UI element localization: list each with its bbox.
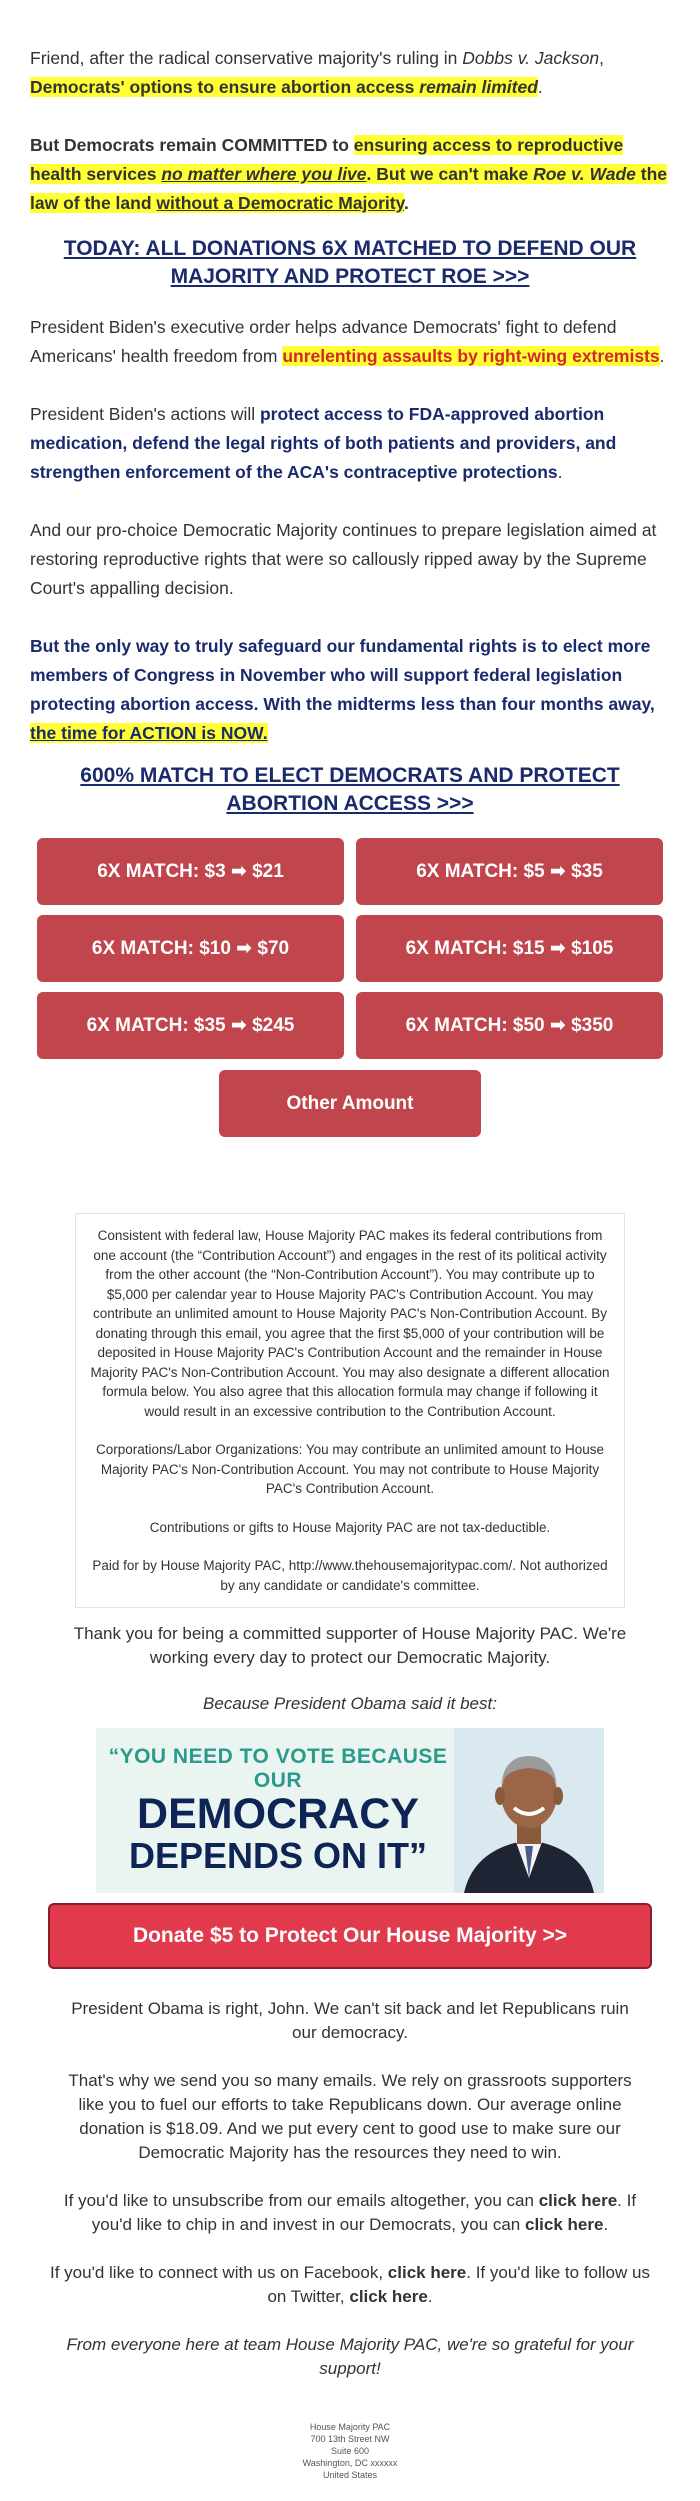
- legal-paragraph: Consistent with federal law, House Majority PAC makes its federal contributions from one account (the “Contribution Account”) and engages in the rest of its political activity from the other account (the “Non-Contribution Account”). You may contribute up to $5,000 per calendar year to House Majority PAC's Contribution Account. You may contribute an unlimited amount to House Majority PAC's Non-Contribution Account. By donating through this email, you agree that the first $5,000 of your contribution will be deposited in House Majority PAC's Contribution Account and the remainder in House Majority PAC's Non-Contribution Account. You may also designate a different allocation formula below. You also agree that this allocation formula may change if following it would result in an excessive contribution to the Contribution Account.: [90, 1228, 610, 1419]
- headline-link-today[interactable]: TODAY: ALL DONATIONS 6X MATCHED TO DEFEND OUR MAJORITY AND PROTECT ROE >>>: [63, 237, 637, 288]
- obama-photo: [454, 1728, 604, 1893]
- facebook-link[interactable]: click here: [387, 2263, 467, 2282]
- donate-35-button[interactable]: 6X MATCH: $35 ➡ $245: [37, 992, 344, 1059]
- body-paragraph-3: President Biden's executive order helps advance Democrats' fight to defend Americans' health freedom from unrelenting assaults by right-wing extremists.: [30, 317, 665, 366]
- thanks-text: Thank you for being a committed supporter of House Majority PAC. We're working every day to protect our Democratic Majority.: [73, 1624, 627, 1667]
- legal-paragraph: Contributions or gifts to House Majority PAC are not tax-deductible.: [149, 1519, 551, 1535]
- banner-line-2: DEMOCRACY: [137, 1789, 419, 1838]
- closing-paragraph-2: That's why we send you so many emails. We rely on grassroots supporters like you to fuel our efforts to take Republicans down. Our average online donation is $18.09. And we put every cent to good use to make sure our Democratic Majority has the resources they need to win.: [68, 2071, 632, 2162]
- headline-link-match[interactable]: 600% MATCH TO ELECT DEMOCRATS AND PROTECT ABORTION ACCESS >>>: [80, 764, 620, 815]
- body-paragraph-4: President Biden's actions will protect access to FDA-approved abortion medication, defend the legal rights of both patients and providers, and strengthen enforcement of the ACA's contraceptive protections.: [30, 404, 617, 482]
- closing-paragraph-1: President Obama is right, John. We can't sit back and let Republicans ruin our democracy.: [71, 1999, 629, 2042]
- closing-paragraph-3: If you'd like to unsubscribe from our emails altogether, you can click here. If you'd like to chip in and invest in our Democrats, you can click here.: [63, 2191, 637, 2234]
- obama-intro: Because President Obama said it best:: [203, 1694, 497, 1713]
- legal-disclaimer: [75, 1213, 625, 1608]
- closing-signoff: From everyone here at team House Majority PAC, we're so grateful for your support!: [66, 2335, 634, 2378]
- unsubscribe-link[interactable]: click here: [538, 2191, 618, 2210]
- body-paragraph-6: But the only way to truly safeguard our fundamental rights is to elect more members of Congress in November who will support federal legislation protecting abortion access. With the midterms less than four months away, the time for ACTION is NOW.: [30, 636, 655, 743]
- intro-highlight-1: Democrats' options to ensure abortion access remain limited: [30, 77, 538, 97]
- intro-paragraph-1: Friend, after the radical conservative majority's ruling in Dobbs v. Jackson, Democrats' options to ensure abortion access remain limited.: [30, 48, 604, 97]
- legal-paragraph: Corporations/Labor Organizations: You may contribute an unlimited amount to House Majority PAC's Non-Contribution Account. You may not contribute to House Majority PAC's Contribution Account.: [95, 1442, 605, 1496]
- banner-line-3: DEPENDS ON IT”: [128, 1834, 428, 1876]
- banner-line-1: “YOU NEED TO VOTE BECAUSE OUR: [108, 1744, 448, 1792]
- donation-button-grid: [37, 838, 663, 1059]
- donate-15-button[interactable]: 6X MATCH: $15 ➡ $105: [356, 915, 663, 982]
- mailing-address: House Majority PAC 700 13th Street NW Suite 600 Washington, DC xxxxxx United States: [302, 2422, 398, 2480]
- intro-paragraph-2: But Democrats remain COMMITTED to ensuring access to reproductive health services no matter where you live. But we can't make Roe v. Wade the law of the land without a Democratic Majority.: [30, 135, 668, 213]
- email-body: [30, 0, 670, 2481]
- donate-5-button[interactable]: 6X MATCH: $5 ➡ $35: [356, 838, 663, 905]
- closing-paragraph-4: If you'd like to connect with us on Facebook, click here. If you'd like to follow us on Twitter, click here.: [50, 2263, 650, 2306]
- donate-50-button[interactable]: 6X MATCH: $50 ➡ $350: [356, 992, 663, 1059]
- obama-quote-banner[interactable]: [96, 1728, 604, 1893]
- body-paragraph-5: And our pro-choice Democratic Majority continues to prepare legislation aimed at restoring reproductive rights that were so callously ripped away by the Supreme Court's appalling decision.: [30, 520, 657, 598]
- donate-10-button[interactable]: 6X MATCH: $10 ➡ $70: [37, 915, 344, 982]
- other-amount-button[interactable]: Other Amount: [219, 1070, 481, 1137]
- twitter-link[interactable]: click here: [349, 2287, 428, 2306]
- donate-3-button[interactable]: 6X MATCH: $3 ➡ $21: [37, 838, 344, 905]
- intro-highlight-2: ensuring access to reproductive health services no matter where you live. But we can't make Roe v. Wade the law of the land without a Democratic Majority: [30, 135, 668, 213]
- portrait-illustration: [454, 1728, 604, 1893]
- chip-in-link[interactable]: click here: [525, 2215, 604, 2234]
- donate-5-main-button[interactable]: Donate $5 to Protect Our House Majority >>: [48, 1903, 652, 1969]
- paid-for-by: Paid for by House Majority PAC, http://www.thehousemajoritypac.com/. Not authorized by any candidate or candidate's committee.: [92, 1558, 608, 1593]
- closing-section: [30, 1622, 670, 2381]
